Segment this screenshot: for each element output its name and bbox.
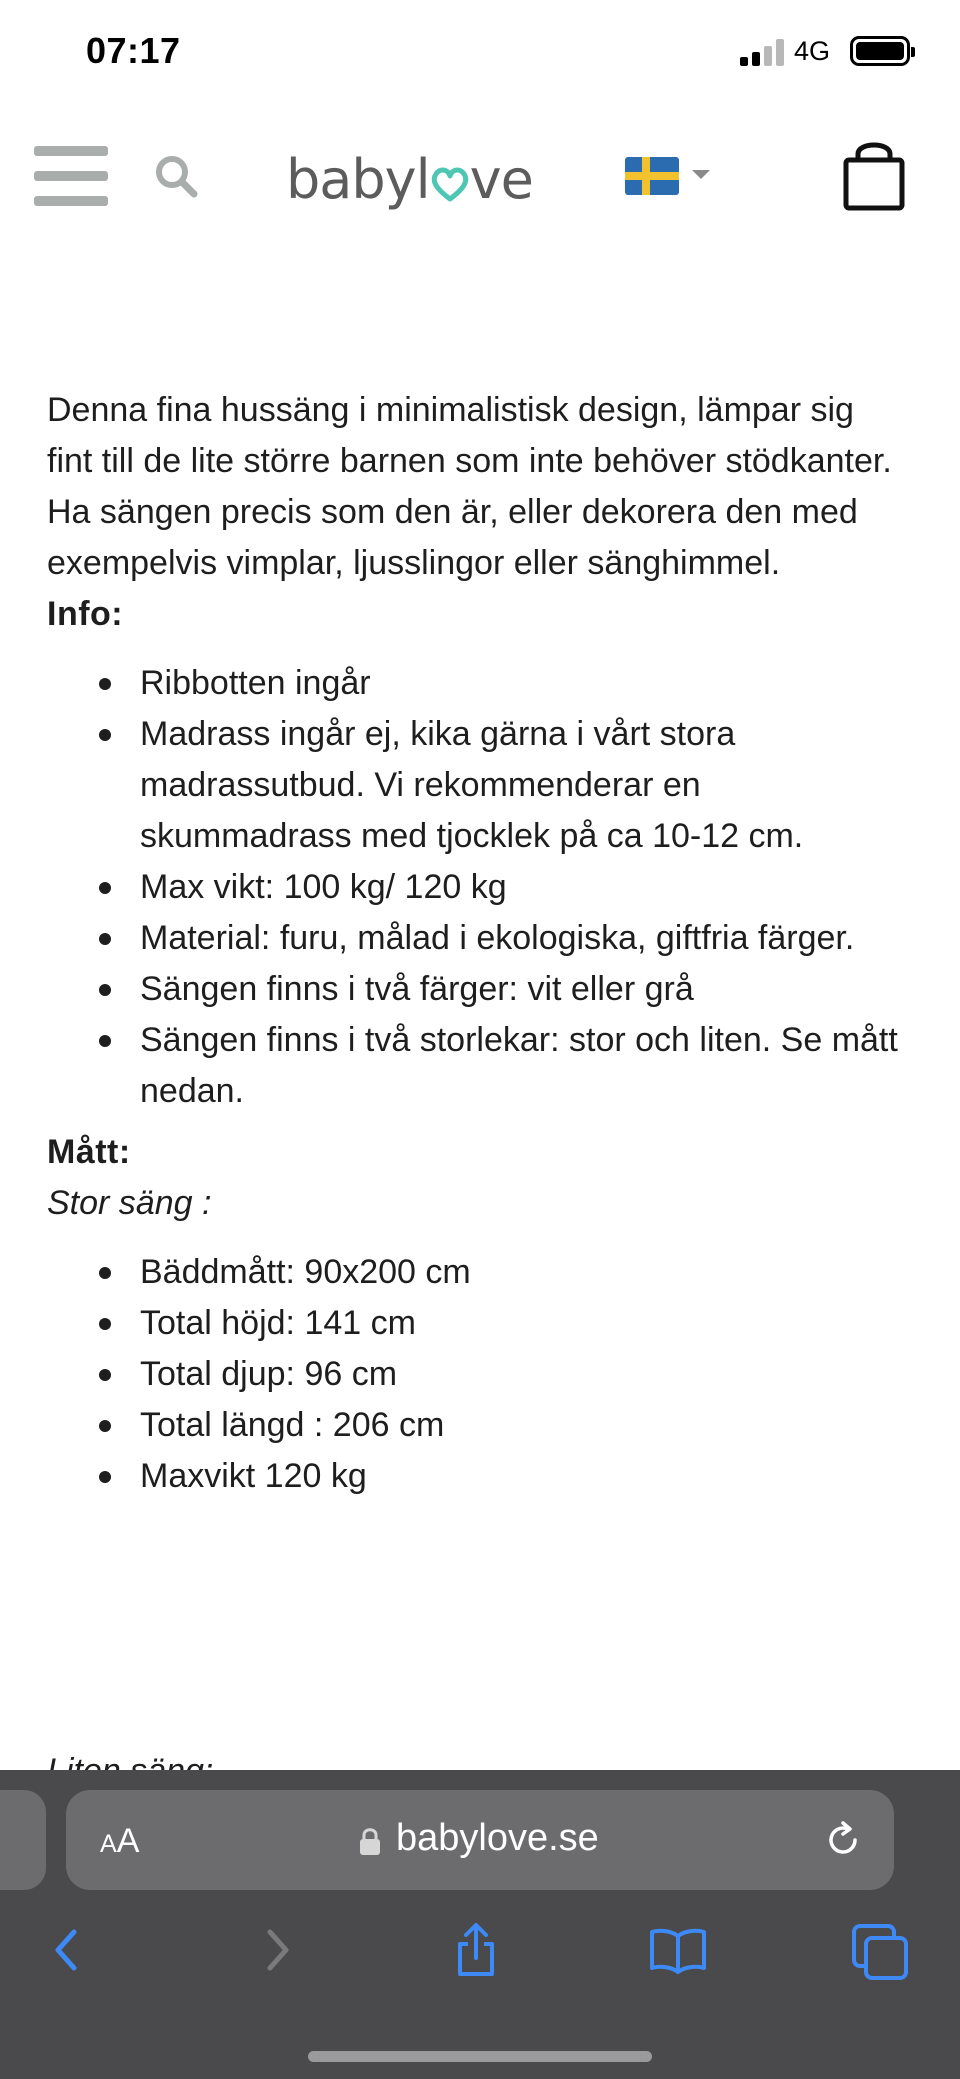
battery-icon — [850, 36, 910, 66]
list-item: Sängen finns i två storlekar: stor och liten. Se mått nedan. — [47, 1015, 907, 1117]
list-item: Ribbotten ingår — [47, 658, 907, 709]
intro-paragraph — [47, 385, 907, 589]
list-item: Madrass ingår ej, kika gärna i vårt stora madrassutbud. Vi rekommenderar en skummadrass med tjocklek på ca 10-12 cm. — [47, 709, 907, 862]
browser-toolbar — [0, 1920, 960, 2010]
status-bar — [0, 0, 960, 100]
list-item: Max vikt: 100 kg/ 120 kg — [47, 862, 907, 913]
forward-icon[interactable] — [246, 1920, 306, 1980]
intro-line-1: Denna fina hussäng i minimalistisk design, lämpar sig fint till de lite större barnen som inte behöver stödkanter. — [47, 391, 892, 480]
status-time: 07:17 — [86, 30, 181, 71]
info-heading: Info: — [47, 595, 124, 633]
search-icon[interactable] — [152, 152, 202, 202]
logo-text-right: ve — [469, 148, 533, 211]
back-icon[interactable] — [40, 1920, 100, 1980]
browser-bar — [0, 1770, 960, 2079]
site-header — [0, 130, 960, 230]
signal-icon — [740, 38, 784, 66]
product-description — [47, 385, 907, 1512]
previous-tab-preview[interactable] — [0, 1790, 46, 1890]
list-item: Material: furu, målad i ekologiska, giftfria färger. — [47, 913, 907, 964]
hamburger-icon[interactable] — [34, 146, 108, 206]
sweden-flag-icon[interactable] — [625, 157, 679, 195]
list-item: Total djup: 96 cm — [47, 1349, 907, 1400]
lock-icon — [358, 1826, 382, 1856]
babylove-logo[interactable] — [286, 148, 533, 211]
intro-line-2: Ha sängen precis som den är, eller dekorera den med exempelvis vimplar, ljusslingor eller sänghimmel. — [47, 493, 858, 582]
matt-heading: Mått: — [47, 1133, 131, 1171]
list-item: Total höjd: 141 cm — [47, 1298, 907, 1349]
shopping-bag-icon[interactable] — [842, 140, 906, 212]
home-indicator[interactable] — [308, 2051, 652, 2062]
reload-icon[interactable] — [823, 1820, 863, 1860]
share-icon[interactable] — [446, 1920, 506, 1980]
chevron-down-icon[interactable] — [692, 170, 710, 179]
logo-heart-icon — [430, 166, 470, 202]
list-item: Maxvikt 120 kg — [47, 1451, 907, 1502]
list-item: Total längd : 206 cm — [47, 1400, 907, 1451]
list-item: Sängen finns i två färger: vit eller grå — [47, 964, 907, 1015]
url-text[interactable]: babylove.se — [396, 1817, 599, 1859]
reader-settings-button[interactable]: AA — [100, 1822, 140, 1860]
info-list — [47, 658, 907, 1117]
network-label: 4G — [794, 36, 831, 66]
list-item: Bäddmått: 90x200 cm — [47, 1247, 907, 1298]
tabs-icon[interactable] — [850, 1920, 910, 1980]
logo-text-left: babyl — [286, 148, 430, 211]
address-bar[interactable] — [66, 1790, 894, 1890]
stor-sang-list — [47, 1247, 907, 1502]
stor-sang-heading: Stor säng : — [47, 1184, 212, 1222]
bookmarks-icon[interactable] — [648, 1920, 708, 1980]
